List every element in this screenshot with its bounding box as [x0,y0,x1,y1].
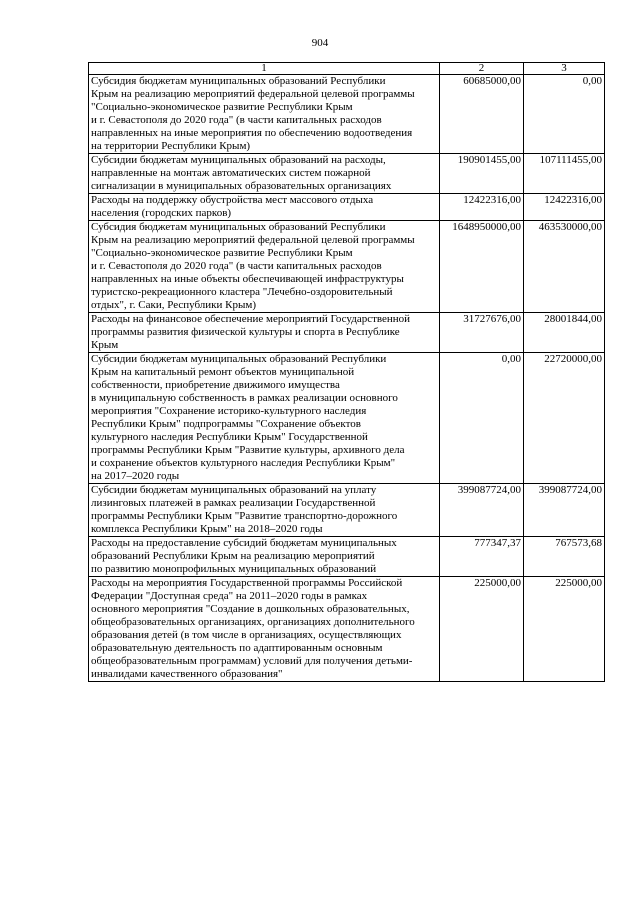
row-amount-col3: 28001844,00 [524,313,605,353]
table-row [89,194,605,221]
row-amount-col3: 0,00 [524,75,605,154]
row-description: Субсидии бюджетам муниципальных образований на расходы, направленные на монтаж автоматических систем пожарной сигнализации в муниципальных образовательных организациях [89,154,440,194]
row-amount-col2: 60685000,00 [440,75,524,154]
table-row [89,154,605,194]
row-amount-col2: 225000,00 [440,577,524,682]
budget-table [88,62,605,682]
row-amount-col2: 1648950000,00 [440,221,524,313]
row-description: Субсидия бюджетам муниципальных образований Республики Крым на реализацию мероприятий федеральной целевой программы "Социально-экономическое развитие Республики Крым и г. Севастополя до 2020 года" (в части капитальных расходов направленных на иные мероприятия по обеспечению водоотведения на территории Республики Крым) [89,75,440,154]
row-amount-col3: 107111455,00 [524,154,605,194]
header-row [89,63,605,75]
header-col-1: 1 [89,63,440,75]
row-amount-col3: 225000,00 [524,577,605,682]
row-description: Субсидия бюджетам муниципальных образований Республики Крым на реализацию мероприятий федеральной целевой программы "Социально-экономическое развитие Республики Крым и г. Севастополя до 2020 года" (в части капитальных расходов направленных на иные объекты обеспечивающей инфраструктуры туристско-рекреационного кластера "Лечебно-оздоровительный отдых", г. Саки, Республики Крым) [89,221,440,313]
row-amount-col2: 0,00 [440,353,524,484]
table-row [89,484,605,537]
table-row [89,537,605,577]
row-amount-col3: 399087724,00 [524,484,605,537]
row-description: Расходы на поддержку обустройства мест массового отдыха населения (городских парков) [89,194,440,221]
row-amount-col2: 399087724,00 [440,484,524,537]
row-amount-col3: 767573,68 [524,537,605,577]
row-amount-col3: 463530000,00 [524,221,605,313]
page-number: 904 [311,37,329,49]
row-amount-col2: 190901455,00 [440,154,524,194]
header-col-2: 2 [440,63,524,75]
row-description: Расходы на мероприятия Государственной программы Российской Федерации "Доступная среда" на 2011–2020 годы в рамках основного мероприятия "Создание в дошкольных образовательных, общеобразовательных организациях, организациях дополнительного образования детей (в том числе в организациях, осуществляющих образовательную деятельность по адаптированным основным общеобразовательным программам) условий для получения детьми- инвалидами качественного образования" [89,577,440,682]
header-col-3: 3 [524,63,605,75]
table-row [89,577,605,682]
row-amount-col2: 31727676,00 [440,313,524,353]
table-row [89,75,605,154]
row-description: Субсидии бюджетам муниципальных образований на уплату лизинговых платежей в рамках реализации Государственной программы Республики Крым "Развитие транспортно-дорожного комплекса Республики Крым" на 2018–2020 годы [89,484,440,537]
row-description: Субсидии бюджетам муниципальных образований Республики Крым на капитальный ремонт объектов муниципальной собственности, приобретение движимого имущества в муниципальную собственность в рамках реализации основного мероприятия "Сохранение историко-культурного наследия Республики Крым" подпрограммы "Сохранение объектов культурного наследия Республики Крым" Государственной программы Республики Крым "Развитие культуры, архивного дела и сохранение объектов культурного наследия Республики Крым" на 2017–2020 годы [89,353,440,484]
row-description: Расходы на финансовое обеспечение мероприятий Государственной программы развития физической культуры и спорта в Республике Крым [89,313,440,353]
row-amount-col3: 12422316,00 [524,194,605,221]
row-amount-col2: 12422316,00 [440,194,524,221]
table-row [89,221,605,313]
table-row [89,353,605,484]
table-row [89,313,605,353]
row-amount-col3: 22720000,00 [524,353,605,484]
row-description: Расходы на предоставление субсидий бюджетам муниципальных образований Республики Крым на реализацию мероприятий по развитию монопрофильных муниципальных образований [89,537,440,577]
row-amount-col2: 777347,37 [440,537,524,577]
